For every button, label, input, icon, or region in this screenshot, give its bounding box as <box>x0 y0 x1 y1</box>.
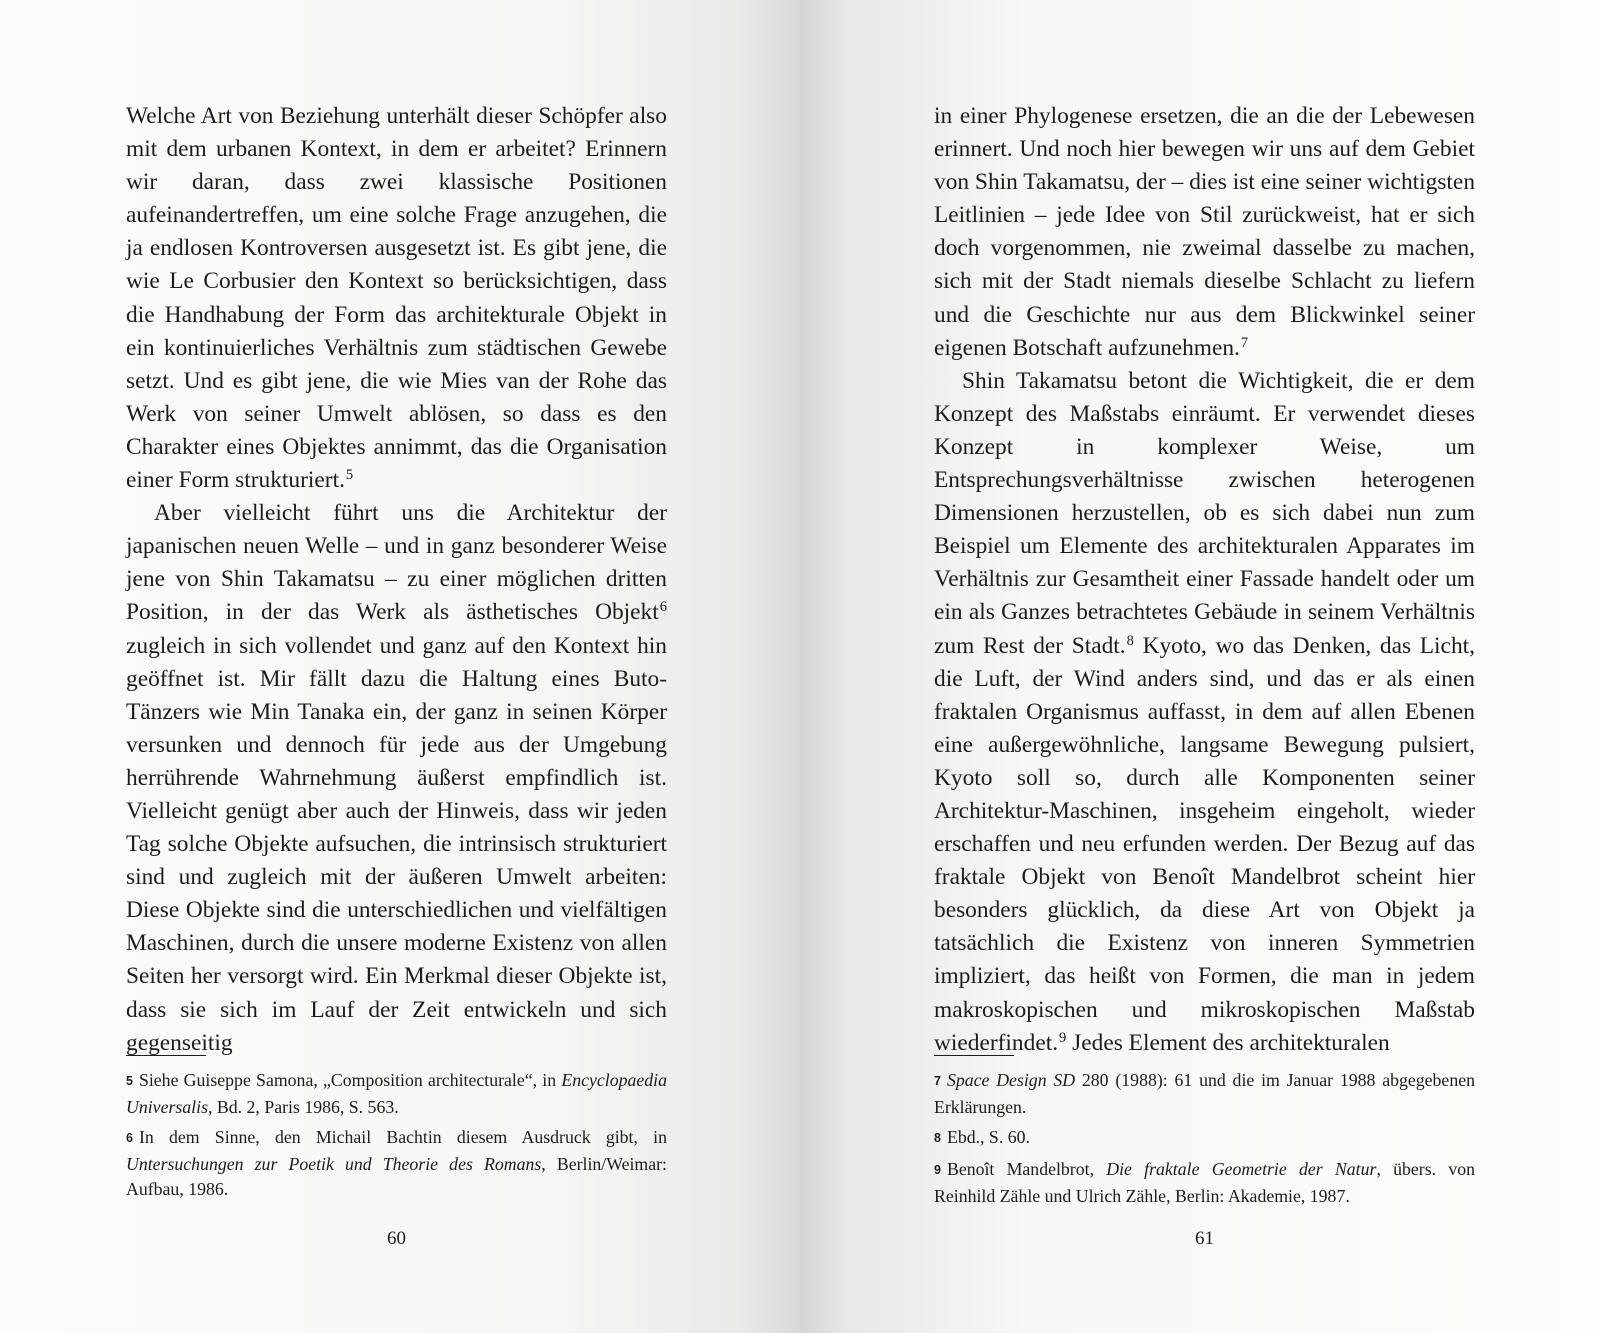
footnote-reference[interactable]: 9 <box>1059 1029 1067 1046</box>
left-footnotes <box>126 1068 667 1207</box>
right-page <box>800 0 1600 1333</box>
body-paragraph: in einer Phylogenese ersetzen, die an die der Lebewesen erinnert. Und noch hier bewegen wir uns auf dem Gebiet von Shin Takamatsu, der – dies ist eine seiner wichtigsten Leitlinien – jede Idee von Stil zurückweist, hat er sich doch vorgenommen, nie zweimal dasselbe zu machen, sich mit der Stadt niemals dieselbe Schlacht zu liefern und die Geschichte nur aus dem Blickwinkel seiner eigenen Botschaft aufzunehmen.$^7$ <box>934 103 1476 361</box>
footnote-number: 9 <box>934 1163 941 1177</box>
footnote-reference[interactable]: 7 <box>1240 334 1249 351</box>
footnote-number: 6 <box>126 1131 133 1145</box>
page-number: 61 <box>1195 1228 1214 1249</box>
footnote-divider <box>126 1055 206 1056</box>
body-paragraph: Welche Art von Beziehung unterhält dieser Schöpfer also mit dem urbanen Kontext, in dem er arbeitet? Erinnern wir daran, dass zwei klassische Positionen aufeinandertreffen, um eine solche Frage anzugehen, die ja endlosen Kontroversen ausgesetzt ist. Es gibt jene, die wie Le Corbusier den Kontext so berücksichtigen, dass die Handhabung der Form das architekturale Objekt in ein kontinuierliches Verhältnis zum städtischen Gewebe setzt. Und es gibt jene, die wie Mies van der Rohe das Werk von seiner Umwelt ablösen, so dass es den Charakter eines Objektes annimmt, das die Organisation einer Form strukturiert.$^5$ <box>126 103 667 494</box>
footnote: 6 In dem Sinne, den Michail Bachtin diesem Ausdruck gibt, in Untersuchungen zur Poetik und Theorie des Romans, Berlin/Weimar: Aufbau, 1986. <box>126 1127 667 1199</box>
footnote-reference[interactable]: 8 <box>1126 632 1134 649</box>
footnote-reference[interactable]: 6 <box>659 599 667 616</box>
footnote-reference[interactable]: 5 <box>345 467 354 484</box>
right-footnotes <box>934 1068 1475 1214</box>
footnote: 7 Space Design SD 280 (1988): 61 und die im Januar 1988 abgegebenen Erklärungen. <box>934 1070 1476 1117</box>
left-page-body <box>126 100 667 1060</box>
footnote-divider <box>934 1055 1014 1056</box>
footnote: 9 Benoît Mandelbrot, Die fraktale Geometrie der Natur, übers. von Reinhild Zähle und Ulrich Zähle, Berlin: Akademie, 1987. <box>934 1159 1475 1206</box>
body-paragraph: Aber vielleicht führt uns die Architektur der japanischen neuen Welle – und in ganz besonderer Weise jene von Shin Takamatsu – zu einer möglichen dritten Position, in der das Werk als ästhetisches Objekt$^6$ zugleich in sich vollendet und ganz auf den Kontext hin geöffnet ist. Mir fällt dazu die Haltung eines Buto-Tänzers wie Min Tanaka ein, der ganz in seinen Körper versunken und dennoch für jede aus der Umgebung herrührende Wahrnehmung äußerst empfindlich ist. Vielleicht genügt aber auch der Hinweis, dass wir jeden Tag solche Objekte aufsuchen, die intrinsisch strukturiert sind und zugleich mit der äußeren Umwelt arbeiten: Diese Objekte sind die unterschiedlichen und vielfältigen Maschinen, durch die unsere moderne Existenz von allen Seiten her versorgt wird. Ein Merkmal dieser Objekte ist, dass sie sich im Lauf der Zeit entwickeln und sich gegenseitig <box>126 500 667 1056</box>
right-page-body <box>934 100 1475 1060</box>
page-number: 60 <box>387 1228 406 1249</box>
footnote-number: 8 <box>934 1131 941 1145</box>
footnote-number: 5 <box>126 1074 133 1088</box>
body-paragraph: Shin Takamatsu betont die Wichtigkeit, die er dem Konzept des Maßstabs einräumt. Er verwendet dieses Konzept in komplexer Weise, um Entsprechungsverhältnisse zwischen heterogenen Dimensionen herzustellen, ob es sich dabei nun zum Beispiel um Elemente des architekturalen Apparates im Verhältnis zur Gesamtheit einer Fassade handelt oder um ein als Ganzes betrachtetes Gebäude in seinem Verhältnis zum Rest der Stadt.$^8$ Kyoto, wo das Denken, das Licht, die Luft, der Wind anders sind, und das er als einen fraktalen Organismus auffasst, in dem auf allen Ebenen eine außergewöhnliche, langsame Bewegung pulsiert, Kyoto soll so, durch alle Komponenten seiner Architektur-Maschinen, insgeheim eingeholt, wieder erschaffen und neu erfunden werden. Der Bezug auf das fraktale Objekt von Benoît Mandelbrot scheint hier besonders glücklich, da diese Art von Objekt ja tatsächlich die Existenz von inneren Symmetrien impliziert, das heißt von Formen, die man in jedem makroskopischen und mikroskopischen Maßstab wiederfindet.$^9$ Jedes Element des architekturalen <box>934 367 1475 1056</box>
footnote: 5 Siehe Guiseppe Samona, „Composition architecturale“, in Encyclopaedia Universalis, Bd. 2, Paris 1986, S. 563. <box>126 1070 667 1117</box>
footnote: 8 Ebd., S. 60. <box>934 1127 1030 1147</box>
footnote-number: 7 <box>934 1074 941 1088</box>
